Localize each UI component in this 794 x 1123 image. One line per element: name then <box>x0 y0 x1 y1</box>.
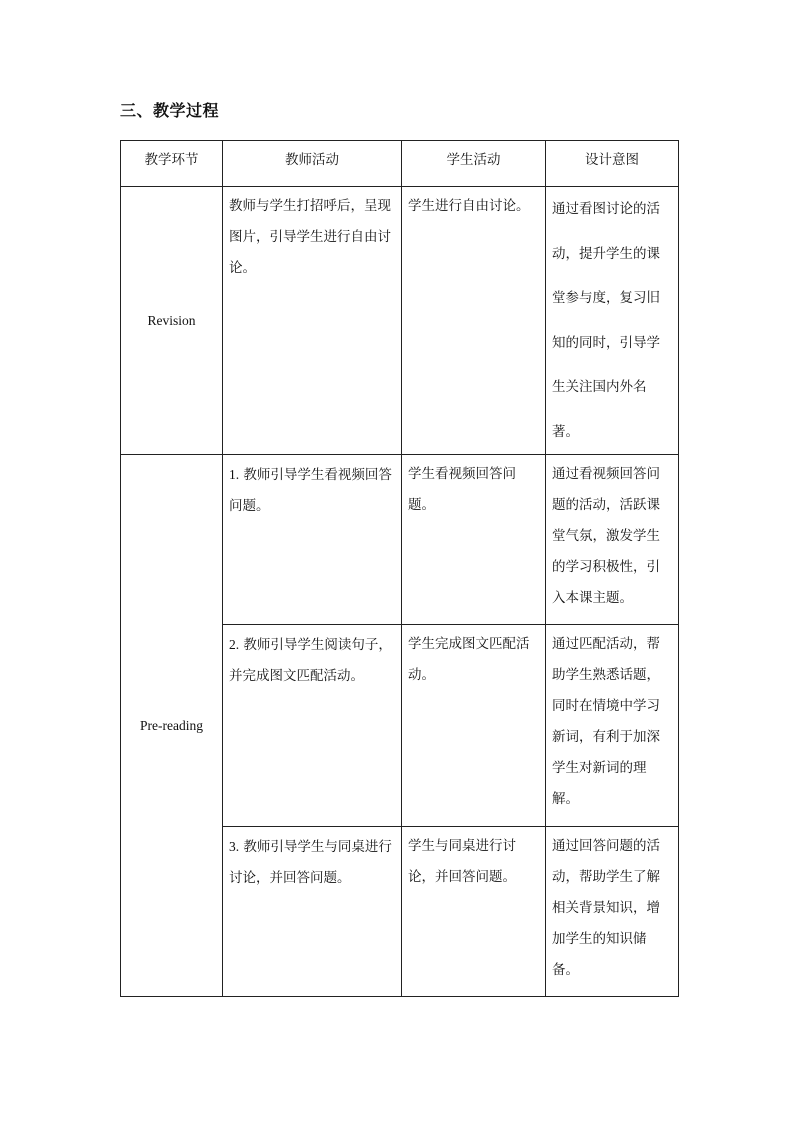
teacher-activity-cell <box>223 625 402 827</box>
header-cell-student-activity: 学生活动 <box>402 141 546 187</box>
student-activity-text: 学生与同桌进行讨论，并回答问题。 <box>408 838 516 885</box>
stage-cell-revision: Revision <box>121 187 223 455</box>
teaching-process-table <box>120 140 679 997</box>
header-cell-design-purpose: 设计意图 <box>546 141 679 187</box>
design-purpose-text: 通过看视频回答问题的活动，活跃课堂气氛，激发学生的学习积极性，引入本课主题。 <box>552 466 660 606</box>
table-row <box>121 455 679 625</box>
teacher-activity-cell <box>223 827 402 997</box>
teacher-activity-text: 教师与学生打招呼后，呈现图片，引导学生进行自由讨论。 <box>229 198 391 276</box>
item-number: 3. <box>229 839 240 854</box>
student-activity-text: 学生看视频回答问题。 <box>408 466 516 513</box>
student-activity-text: 学生完成图文匹配活动。 <box>408 636 530 683</box>
table-row <box>121 187 679 455</box>
item-number: 1. <box>229 467 240 482</box>
teacher-activity-text: 教师引导学生看视频回答问题。 <box>229 467 392 514</box>
teacher-activity-item <box>223 625 401 692</box>
design-purpose-text: 通过看图讨论的活动，提升学生的课堂参与度，复习旧知的同时，引导学生关注国内外名著。 <box>552 201 660 440</box>
design-purpose-text: 通过回答问题的活动，帮助学生了解相关背景知识，增加学生的知识储备。 <box>552 838 660 978</box>
teacher-activity-cell <box>223 455 402 625</box>
design-purpose-text: 通过匹配活动，帮助学生熟悉话题，同时在情境中学习新词，有利于加深学生对新词的理解。 <box>552 636 660 807</box>
student-activity-cell <box>402 625 546 827</box>
design-purpose-cell <box>546 455 679 625</box>
teacher-activity-text: 教师引导学生与同桌进行讨论，并回答问题。 <box>229 839 392 886</box>
design-purpose-cell <box>546 625 679 827</box>
student-activity-cell <box>402 187 546 455</box>
design-purpose-cell <box>546 827 679 997</box>
teacher-activity-item <box>223 827 401 894</box>
design-purpose-cell <box>546 187 679 455</box>
item-number: 2. <box>229 637 240 652</box>
table-header-row <box>121 141 679 187</box>
teacher-activity-text: 教师引导学生阅读句子，并完成图文匹配活动。 <box>229 637 392 684</box>
section-heading: 三、教学过程 <box>120 101 220 120</box>
teacher-activity-item <box>223 455 401 522</box>
header-cell-teacher-activity: 教师活动 <box>223 141 402 187</box>
student-activity-cell <box>402 455 546 625</box>
header-cell-stage: 教学环节 <box>121 141 223 187</box>
stage-cell-pre-reading: Pre-reading <box>121 455 223 997</box>
student-activity-cell <box>402 827 546 997</box>
teacher-activity-cell <box>223 187 402 455</box>
student-activity-text: 学生进行自由讨论。 <box>408 198 530 214</box>
